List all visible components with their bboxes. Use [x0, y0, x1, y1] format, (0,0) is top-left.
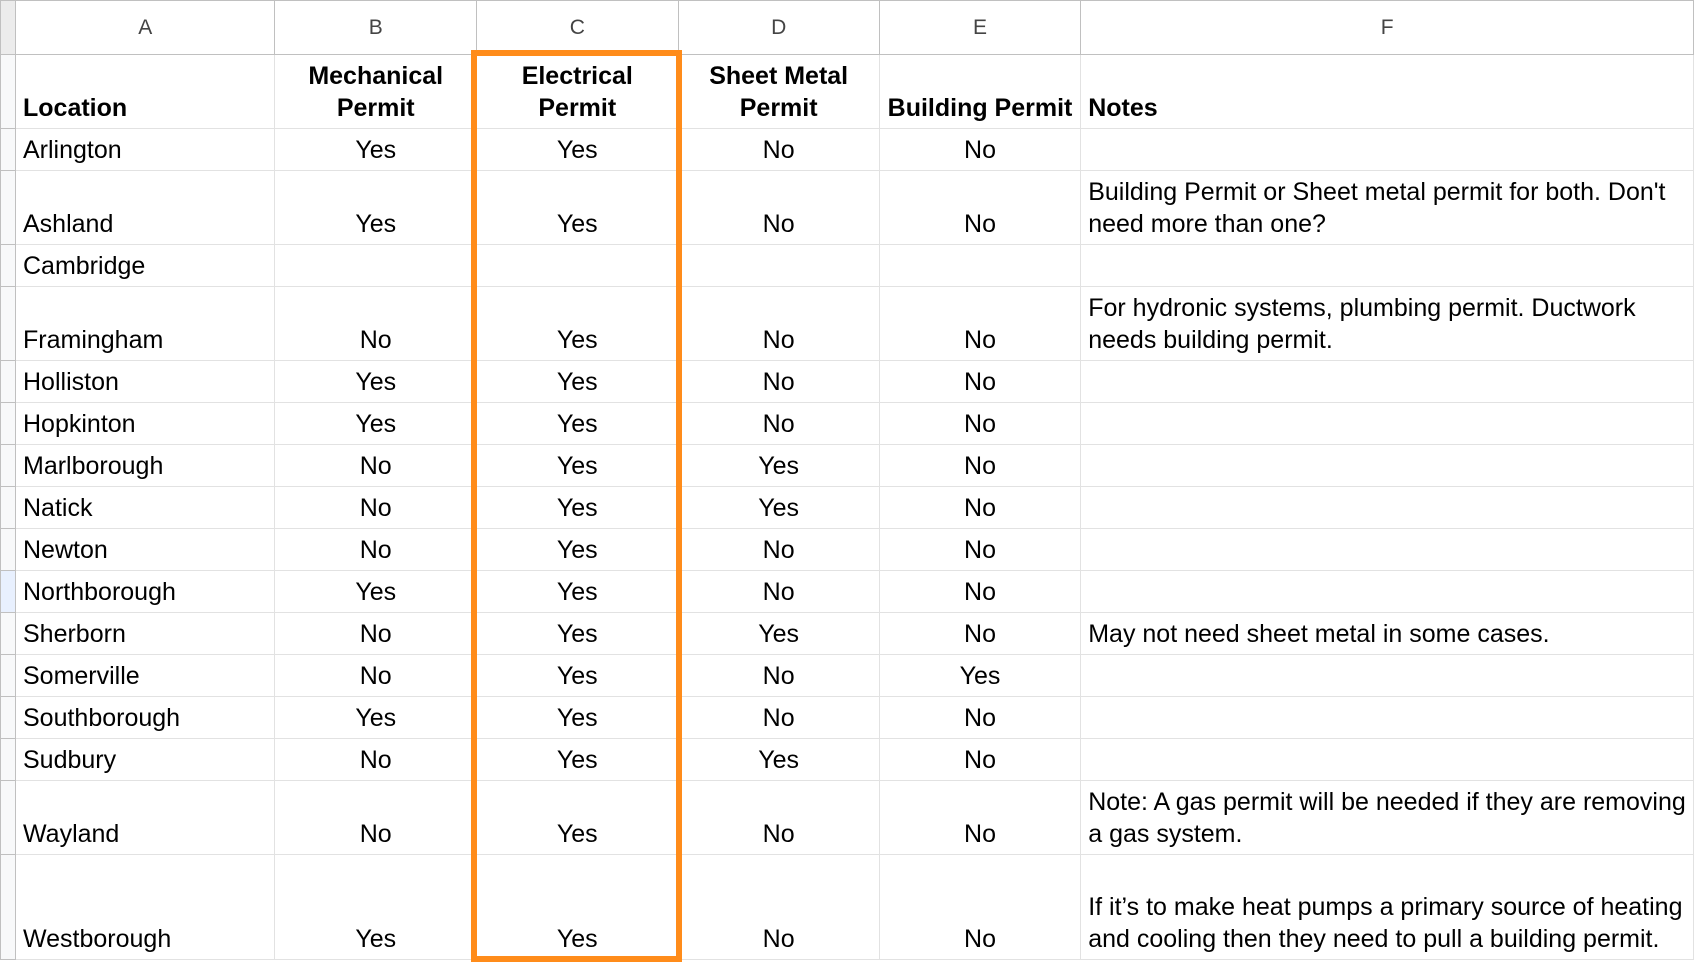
- table-row: [1, 403, 1694, 445]
- row-header[interactable]: [1, 781, 16, 855]
- cell-electrical[interactable]: Yes: [477, 529, 678, 571]
- row-header[interactable]: [1, 287, 16, 361]
- row-header[interactable]: [1, 739, 16, 781]
- table-row: [1, 571, 1694, 613]
- row-header[interactable]: [1, 403, 16, 445]
- cell-electrical[interactable]: Yes: [477, 613, 678, 655]
- cell-electrical[interactable]: Yes: [477, 781, 678, 855]
- row-header[interactable]: [1, 129, 16, 171]
- cell-notes[interactable]: [1081, 403, 1694, 445]
- cell-mechanical[interactable]: Yes: [275, 571, 477, 613]
- cell-notes[interactable]: May not need sheet metal in some cases.: [1081, 613, 1694, 655]
- cell-mechanical[interactable]: No: [275, 655, 477, 697]
- cell-electrical[interactable]: Yes: [477, 171, 678, 245]
- table-row: [1, 171, 1694, 245]
- column-header-f[interactable]: F: [1081, 1, 1694, 55]
- cell-mechanical[interactable]: Yes: [275, 697, 477, 739]
- cell-building[interactable]: No: [879, 529, 1080, 571]
- table-row: [1, 781, 1694, 855]
- cell-electrical[interactable]: Yes: [477, 361, 678, 403]
- table-row: [1, 855, 1694, 960]
- cell-electrical[interactable]: [477, 245, 678, 287]
- table-row: [1, 487, 1694, 529]
- cell-location[interactable]: Marlborough: [16, 445, 275, 487]
- column-header-e[interactable]: E: [879, 1, 1080, 55]
- row-header[interactable]: [1, 245, 16, 287]
- cell-building[interactable]: No: [879, 361, 1080, 403]
- cell-electrical[interactable]: Yes: [477, 697, 678, 739]
- table-row: [1, 613, 1694, 655]
- row-header[interactable]: [1, 445, 16, 487]
- cell-notes[interactable]: [1081, 361, 1694, 403]
- row-header[interactable]: [1, 487, 16, 529]
- cell-sheet-metal[interactable]: Yes: [678, 445, 879, 487]
- cell-notes[interactable]: For hydronic systems, plumbing permit. Ductwork needs building permit.: [1081, 287, 1694, 361]
- cell-notes[interactable]: [1081, 245, 1694, 287]
- cell-mechanical[interactable]: No: [275, 739, 477, 781]
- cell-location[interactable]: Westborough: [16, 855, 275, 960]
- cell-sheet-metal[interactable]: Yes: [678, 613, 879, 655]
- row-header[interactable]: [1, 571, 16, 613]
- row-header[interactable]: [1, 613, 16, 655]
- cell-electrical[interactable]: Yes: [477, 287, 678, 361]
- column-header-d[interactable]: D: [678, 1, 879, 55]
- header-cell-notes[interactable]: Notes: [1081, 55, 1694, 129]
- cell-location[interactable]: Arlington: [16, 129, 275, 171]
- cell-building[interactable]: No: [879, 129, 1080, 171]
- cell-notes[interactable]: [1081, 697, 1694, 739]
- table-row: [1, 361, 1694, 403]
- table-row: [1, 697, 1694, 739]
- cell-electrical[interactable]: Yes: [477, 403, 678, 445]
- header-cell-building[interactable]: Building Permit: [879, 55, 1080, 129]
- table-row: [1, 655, 1694, 697]
- cell-notes[interactable]: [1081, 529, 1694, 571]
- cell-building[interactable]: No: [879, 171, 1080, 245]
- cell-building[interactable]: No: [879, 445, 1080, 487]
- cell-sheet-metal[interactable]: No: [678, 697, 879, 739]
- cell-location[interactable]: Hopkinton: [16, 403, 275, 445]
- row-header[interactable]: [1, 697, 16, 739]
- cell-electrical[interactable]: Yes: [477, 445, 678, 487]
- cell-building[interactable]: No: [879, 287, 1080, 361]
- cell-building[interactable]: No: [879, 571, 1080, 613]
- cell-location[interactable]: Cambridge: [16, 245, 275, 287]
- cell-mechanical[interactable]: No: [275, 287, 477, 361]
- cell-sheet-metal[interactable]: No: [678, 403, 879, 445]
- cell-mechanical[interactable]: No: [275, 781, 477, 855]
- cell-notes[interactable]: Building Permit or Sheet metal permit for both. Don't need more than one?: [1081, 171, 1694, 245]
- cell-notes[interactable]: Note: A gas permit will be needed if they are removing a gas system.: [1081, 781, 1694, 855]
- table-row: [1, 245, 1694, 287]
- cell-sheet-metal[interactable]: No: [678, 287, 879, 361]
- table-row: [1, 529, 1694, 571]
- cell-mechanical[interactable]: [275, 245, 477, 287]
- row-header[interactable]: [1, 361, 16, 403]
- cell-location[interactable]: Ashland: [16, 171, 275, 245]
- cell-building[interactable]: No: [879, 487, 1080, 529]
- table-row: [1, 287, 1694, 361]
- cell-notes[interactable]: If it’s to make heat pumps a primary source of heating and cooling then they need to pull a building permit.: [1081, 855, 1694, 960]
- cell-electrical[interactable]: Yes: [477, 571, 678, 613]
- cell-mechanical[interactable]: No: [275, 487, 477, 529]
- header-cell-sheet-metal[interactable]: Sheet Metal Permit: [678, 55, 879, 129]
- cell-mechanical[interactable]: Yes: [275, 855, 477, 960]
- select-all-corner[interactable]: [1, 1, 16, 55]
- table-row: [1, 445, 1694, 487]
- cell-mechanical[interactable]: Yes: [275, 129, 477, 171]
- cell-building[interactable]: [879, 245, 1080, 287]
- cell-building[interactable]: No: [879, 855, 1080, 960]
- cell-sheet-metal[interactable]: No: [678, 781, 879, 855]
- cell-sheet-metal[interactable]: No: [678, 529, 879, 571]
- table-row: [1, 129, 1694, 171]
- cell-notes[interactable]: [1081, 655, 1694, 697]
- cell-location[interactable]: Newton: [16, 529, 275, 571]
- cell-sheet-metal[interactable]: [678, 245, 879, 287]
- cell-location[interactable]: Holliston: [16, 361, 275, 403]
- column-header-a[interactable]: A: [16, 1, 275, 55]
- cell-sheet-metal[interactable]: No: [678, 855, 879, 960]
- cell-mechanical[interactable]: No: [275, 445, 477, 487]
- cell-sheet-metal[interactable]: Yes: [678, 739, 879, 781]
- cell-building[interactable]: Yes: [879, 655, 1080, 697]
- cell-mechanical[interactable]: Yes: [275, 403, 477, 445]
- cell-electrical[interactable]: Yes: [477, 739, 678, 781]
- cell-location[interactable]: Northborough: [16, 571, 275, 613]
- cell-location[interactable]: Southborough: [16, 697, 275, 739]
- cell-location[interactable]: Framingham: [16, 287, 275, 361]
- cell-location[interactable]: Sudbury: [16, 739, 275, 781]
- cell-electrical[interactable]: Yes: [477, 655, 678, 697]
- cell-sheet-metal[interactable]: No: [678, 655, 879, 697]
- cell-location[interactable]: Wayland: [16, 781, 275, 855]
- cell-electrical[interactable]: Yes: [477, 855, 678, 960]
- cell-electrical[interactable]: Yes: [477, 129, 678, 171]
- cell-building[interactable]: No: [879, 403, 1080, 445]
- cell-notes[interactable]: [1081, 445, 1694, 487]
- cell-notes[interactable]: [1081, 739, 1694, 781]
- cell-mechanical[interactable]: No: [275, 613, 477, 655]
- cell-sheet-metal[interactable]: No: [678, 361, 879, 403]
- row-header[interactable]: [1, 529, 16, 571]
- cell-building[interactable]: No: [879, 781, 1080, 855]
- cell-mechanical[interactable]: No: [275, 529, 477, 571]
- cell-sheet-metal[interactable]: No: [678, 171, 879, 245]
- cell-mechanical[interactable]: Yes: [275, 171, 477, 245]
- cell-notes[interactable]: [1081, 129, 1694, 171]
- cell-location[interactable]: Sherborn: [16, 613, 275, 655]
- cell-mechanical[interactable]: Yes: [275, 361, 477, 403]
- cell-building[interactable]: No: [879, 613, 1080, 655]
- cell-building[interactable]: No: [879, 697, 1080, 739]
- cell-notes[interactable]: [1081, 571, 1694, 613]
- header-cell-electrical[interactable]: Electrical Permit: [477, 55, 678, 129]
- cell-sheet-metal[interactable]: No: [678, 129, 879, 171]
- table-header-row: [1, 55, 1694, 129]
- cell-electrical[interactable]: Yes: [477, 487, 678, 529]
- row-header[interactable]: [1, 55, 16, 129]
- cell-sheet-metal[interactable]: Yes: [678, 487, 879, 529]
- column-header-b[interactable]: B: [275, 1, 477, 55]
- row-header[interactable]: [1, 171, 16, 245]
- cell-building[interactable]: No: [879, 739, 1080, 781]
- cell-notes[interactable]: [1081, 487, 1694, 529]
- row-header[interactable]: [1, 655, 16, 697]
- column-header-row: [1, 1, 1694, 55]
- cell-location[interactable]: Somerville: [16, 655, 275, 697]
- row-header[interactable]: [1, 855, 16, 960]
- header-cell-location[interactable]: Location: [16, 55, 275, 129]
- cell-sheet-metal[interactable]: No: [678, 571, 879, 613]
- header-cell-mechanical[interactable]: Mechanical Permit: [275, 55, 477, 129]
- table-row: [1, 739, 1694, 781]
- column-header-c[interactable]: C: [477, 1, 678, 55]
- cell-location[interactable]: Natick: [16, 487, 275, 529]
